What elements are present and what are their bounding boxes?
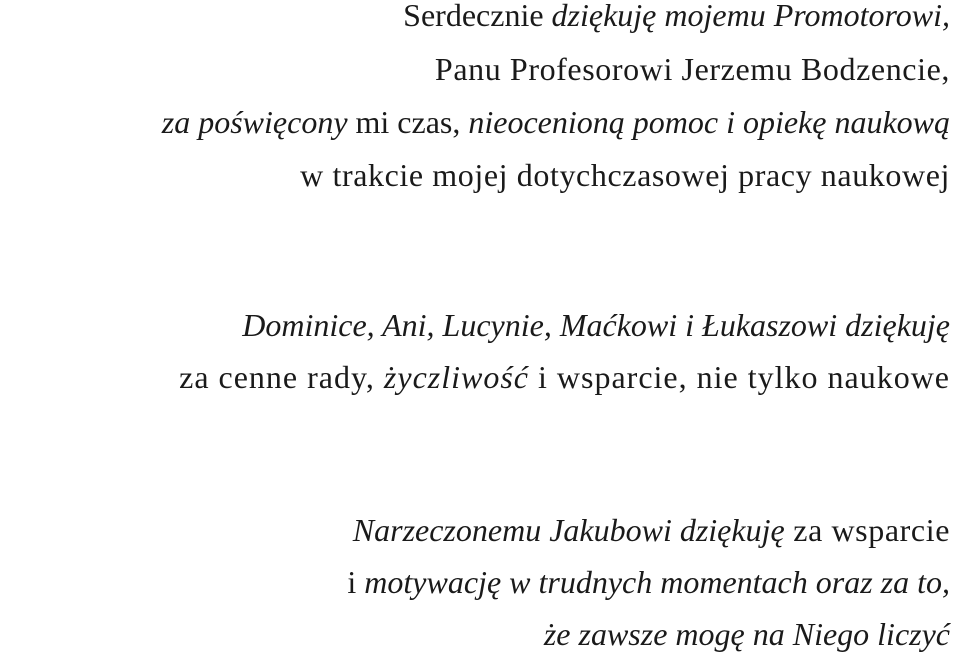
ack-line-9	[544, 614, 950, 654]
ack-text-italic: Narzeczonemu Jakubowi dziękuję	[352, 512, 785, 548]
ack-text: za cenne rady,	[179, 359, 384, 395]
ack-text: Panu Profesorowi Jerzemu Bodzencie,	[434, 51, 950, 87]
ack-text: Serdecznie	[403, 0, 552, 33]
ack-line-4	[300, 155, 950, 195]
ack-line-6	[179, 357, 950, 397]
ack-line-5	[242, 305, 950, 345]
ack-text-italic: za poświęcony	[161, 104, 348, 140]
ack-text-italic: motywację w trudnych momentach oraz za to,	[364, 564, 950, 600]
ack-text-italic: nieocenioną pomoc i opiekę naukową	[468, 104, 950, 140]
ack-text-italic: że zawsze mogę na Niego liczyć	[543, 616, 950, 652]
ack-text: w trakcie mojej dotychczasowej pracy naukowej	[300, 157, 950, 193]
ack-text-italic: życzliwość	[383, 359, 529, 395]
ack-text-italic: Dominice, Ani, Lucynie, Maćkowi i Łukaszowi dziękuję	[242, 307, 950, 343]
ack-text: za wsparcie	[784, 512, 950, 548]
ack-text-italic: dziękuję mojemu Promotorowi,	[551, 0, 950, 33]
ack-line-1	[403, 0, 950, 35]
ack-line-3	[162, 102, 950, 142]
ack-line-7	[353, 510, 950, 550]
ack-line-2	[435, 49, 950, 89]
ack-line-8	[347, 562, 950, 602]
ack-text: i	[347, 564, 365, 600]
ack-text: mi czas,	[347, 104, 469, 140]
ack-text: i wsparcie, nie tylko naukowe	[529, 359, 950, 395]
